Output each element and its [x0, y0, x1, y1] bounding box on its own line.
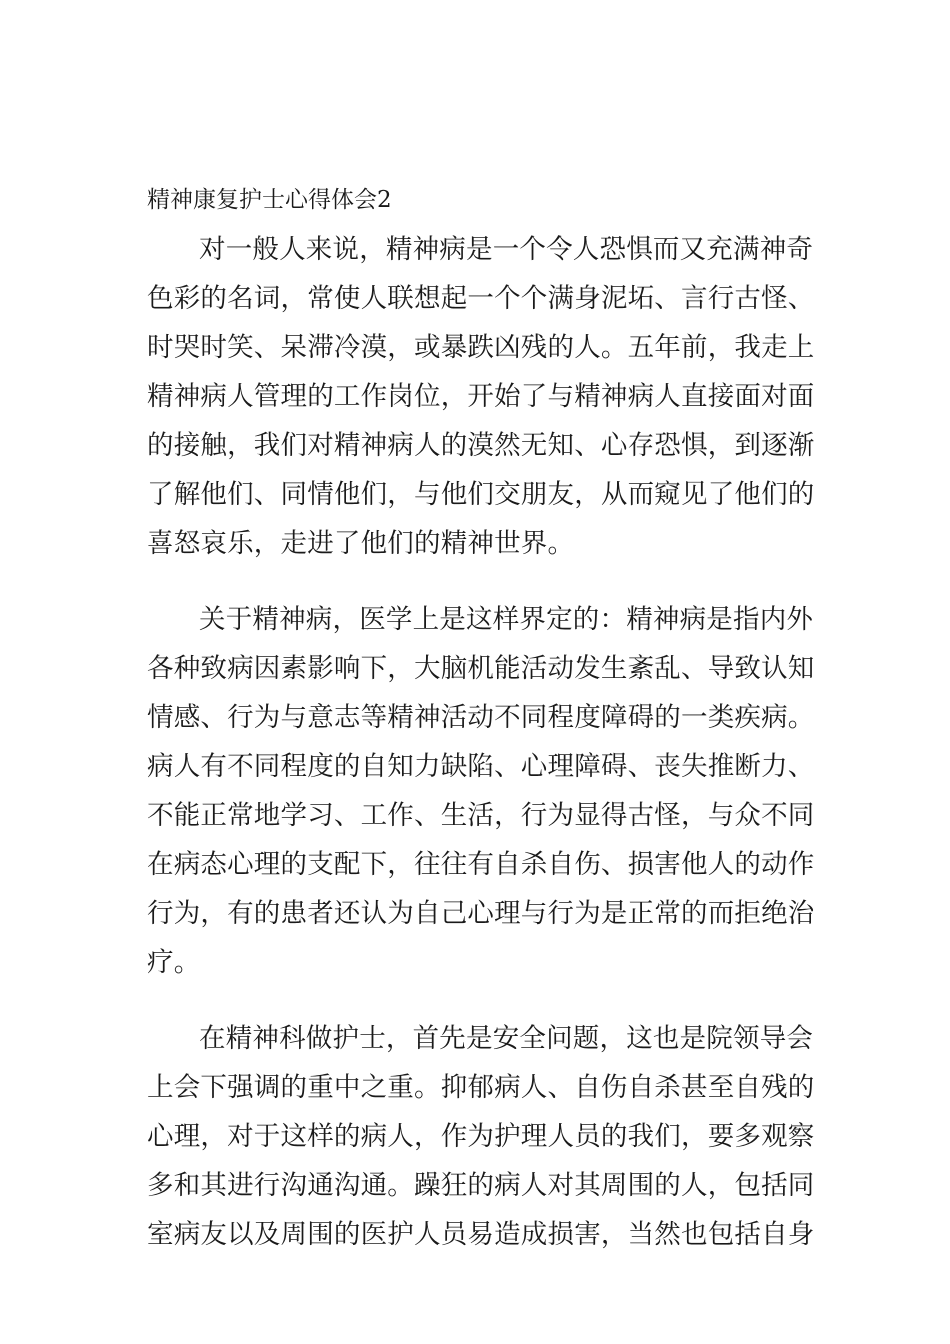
paragraph-line: 行为，有的患者还认为自己心理与行为是正常的而拒绝治 — [147, 898, 815, 929]
paragraph-line: 对一般人来说，精神病是一个令人恐惧而又充满神奇 — [199, 234, 814, 265]
paragraph-line: 在精神科做护士，首先是安全问题，这也是院领导会 — [199, 1023, 814, 1054]
paragraph-line: 上会下强调的重中之重。抑郁病人、自伤自杀甚至自残的 — [147, 1072, 815, 1103]
paragraph-line: 病人有不同程度的自知力缺陷、心理障碍、丧失推断力、 — [147, 751, 815, 782]
paragraph-line: 多和其进行沟通沟通。躁狂的病人对其周围的人，包括同 — [147, 1170, 815, 1201]
paragraph-line: 精神病人管理的工作岗位，开始了与精神病人直接面对面 — [147, 381, 815, 412]
paragraph-line: 各种致病因素影响下，大脑机能活动发生紊乱、导致认知 — [147, 653, 815, 684]
paragraph-line: 的接触，我们对精神病人的漠然无知、心存恐惧，到逐渐 — [147, 430, 815, 461]
paragraph-line: 疗。 — [147, 947, 201, 978]
paragraph-line: 喜怒哀乐，走进了他们的精神世界。 — [147, 528, 575, 559]
document-title: 精神康复护士心得体会2 — [147, 187, 392, 213]
paragraph-line: 时哭时笑、呆滞冷漠，或暴跌凶残的人。五年前，我走上 — [147, 332, 815, 363]
paragraph-line: 不能正常地学习、工作、生活，行为显得古怪，与众不同 — [147, 800, 815, 831]
paragraph-line: 色彩的名词，常使人联想起一个个满身泥坧、言行古怪、 — [147, 283, 815, 314]
paragraph-line: 心理，对于这样的病人，作为护理人员的我们，要多观察 — [147, 1121, 815, 1152]
paragraph-line: 情感、行为与意志等精神活动不同程度障碍的一类疾病。 — [147, 702, 815, 733]
paragraph-line: 了解他们、同情他们，与他们交朋友，从而窥见了他们的 — [147, 479, 815, 510]
paragraph-line: 室病友以及周围的医护人员易造成损害，当然也包括自身 — [147, 1219, 815, 1250]
paragraph-line: 在病态心理的支配下，往往有自杀自伤、损害他人的动作 — [147, 849, 815, 880]
paragraph-line: 关于精神病，医学上是这样界定的：精神病是指内外 — [199, 604, 814, 635]
